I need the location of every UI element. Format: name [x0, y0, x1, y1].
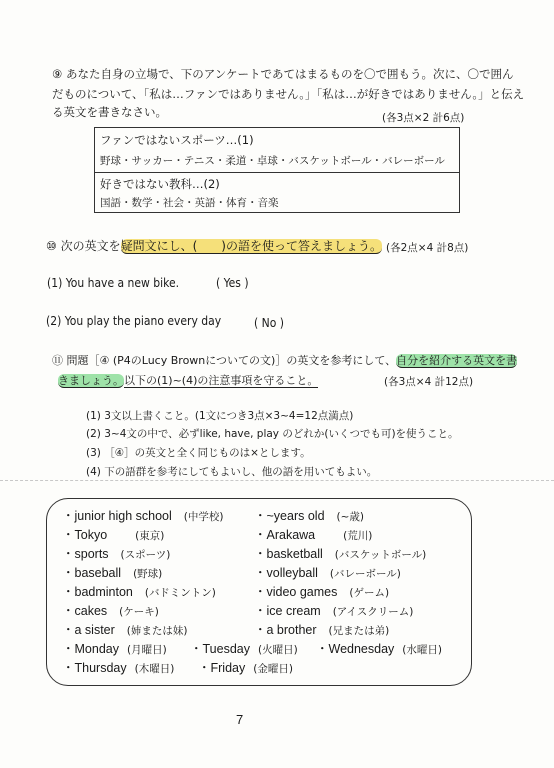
word-item: ・baseball (野球)	[62, 566, 163, 580]
q9-survey-box	[94, 127, 460, 213]
word-item: ・video games (ゲーム)	[254, 585, 390, 599]
q11-rule-1: (1) 3文以上書くこと。(1文につき3点×3~4=12点満点)	[86, 410, 354, 422]
word-item: ・Tokyo (東京)	[62, 528, 165, 542]
q11-line-2	[58, 372, 318, 388]
q11-line-2-text: 以下の(1)~(4)の注意事項を守ること。	[124, 374, 319, 387]
q10-item2-answer: ( No )	[254, 316, 284, 330]
q9-line-3: る英文を書きなさい。	[52, 105, 167, 119]
q10-highlight: 疑問文にし、( )の語を使って答えましょう。	[120, 239, 382, 253]
q11-line-1	[52, 352, 517, 368]
survey-subjects-title: 好きではない教科…(2)	[100, 177, 220, 191]
word-item: ・cakes (ケーキ)	[62, 604, 159, 618]
q9-line-2: だものについて、「私は…ファンではありません。」「私は…が好きではありません。」と伝え	[52, 87, 525, 101]
word-item: ・~years old (~歳)	[254, 509, 365, 523]
word-item: ・ice cream (アイスクリーム)	[254, 604, 414, 618]
word-item: ・volleyball (バレーボール)	[254, 566, 401, 580]
word-item: ・Arakawa (荒川)	[254, 528, 373, 542]
word-item: ・Tuesday (火曜日)	[190, 642, 298, 656]
q9-points: (各3点×2 計6点)	[382, 112, 465, 124]
q10-item1-answer: ( Yes )	[216, 276, 249, 290]
word-item: ・Monday (月曜日)	[62, 642, 167, 656]
q11-rule-2: (2) 3~4文の中で、必ずlike, have, play のどれか(いくつでも可)を使うこと。	[86, 428, 459, 440]
word-item: ・junior high school (中学校)	[62, 509, 224, 523]
q11-rule-4: (4) 下の語群を参考にしてもよいし、他の語を用いてもよい。	[86, 466, 378, 478]
word-item: ・a sister (姉または妹)	[62, 623, 188, 637]
q11-line-1-text: ⑪ 問題［④ (P4のLucy Brownについての文)］の英文を参考にして、	[52, 354, 397, 367]
q10-number: ⑩	[46, 239, 57, 253]
page-fold-line	[0, 480, 554, 481]
q10-item2-sentence: (2) You play the piano every day	[46, 314, 222, 328]
q11-rule-3: (3) ［④］の英文と全く同じものは×とします。	[86, 447, 311, 459]
word-item: ・badminton (バドミントン)	[62, 585, 216, 599]
q10-heading	[46, 237, 382, 254]
q11-highlight-1: 自分を紹介する英文を書	[396, 354, 518, 367]
word-item: ・a brother (兄または弟)	[254, 623, 390, 637]
survey-subjects-items: 国語・数学・社会・英語・体育・音楽	[100, 197, 279, 209]
survey-sports-items: 野球・サッカー・テニス・柔道・卓球・バスケットボール・バレーボール	[100, 155, 445, 167]
word-item: ・Wednesday (水曜日)	[316, 642, 442, 656]
survey-sports-title: ファンではないスポーツ…(1)	[100, 133, 254, 147]
page-number: 7	[236, 712, 244, 727]
word-item: ・Friday (金曜日)	[198, 661, 293, 675]
q9-line-1: ⑨ あなた自身の立場で、下のアンケートであてはまるものを〇で囲もう。次に、〇で囲ん	[52, 67, 514, 81]
q10-item1-sentence: (1) You have a new bike.	[47, 276, 180, 290]
q10-text: 次の英文を	[60, 239, 121, 253]
q11-points: (各3点×4 計12点)	[384, 376, 474, 388]
q11-highlight-2: きましょう。	[58, 374, 124, 387]
q10-points: (各2点×4 計8点)	[386, 242, 469, 254]
word-item: ・Thursday (木曜日)	[62, 661, 175, 675]
word-item: ・sports (スポーツ)	[62, 547, 171, 561]
survey-divider	[95, 172, 459, 173]
word-item: ・basketball (バスケットボール)	[254, 547, 427, 561]
